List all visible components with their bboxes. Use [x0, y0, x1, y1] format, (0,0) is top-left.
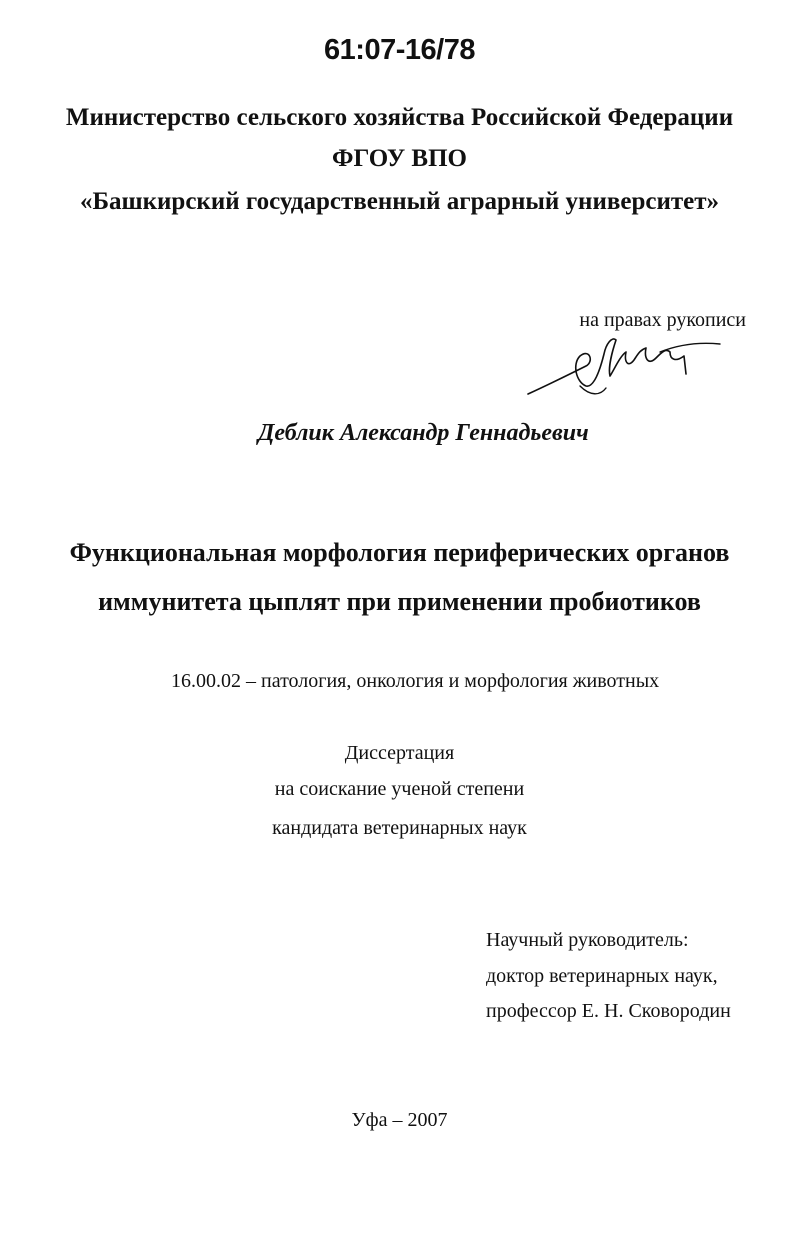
author-name: Деблик Александр Геннадьевич — [258, 420, 589, 446]
ministry-name: Министерство сельского хозяйства Российской Федерации — [65, 104, 734, 131]
manuscript-rights-note: на правах рукописи — [579, 309, 746, 331]
work-type: Диссертация — [344, 742, 455, 764]
institution-type: ФГОУ ВПО — [332, 145, 467, 172]
degree-line-1: на соискание ученой степени — [274, 778, 525, 800]
supervisor-name: профессор Е. Н. Сковородин — [486, 1000, 731, 1022]
degree-line-2: кандидата ветеринарных наук — [272, 817, 527, 839]
specialty-code: 16.00.02 – патология, онкология и морфология животных — [171, 670, 660, 692]
university-name: «Башкирский государственный аграрный университет» — [79, 188, 720, 215]
dissertation-title-line-1: Функциональная морфология периферических органов — [69, 538, 730, 567]
city-year: Уфа – 2007 — [351, 1109, 448, 1131]
handwritten-signature — [520, 330, 725, 405]
supervisor-label: Научный руководитель: — [486, 929, 689, 951]
catalog-code: 61:07-16/78 — [324, 34, 475, 66]
dissertation-title-line-2: иммунитета цыплят при применении пробиотиков — [98, 587, 701, 616]
supervisor-degree: доктор ветеринарных наук, — [486, 965, 718, 987]
